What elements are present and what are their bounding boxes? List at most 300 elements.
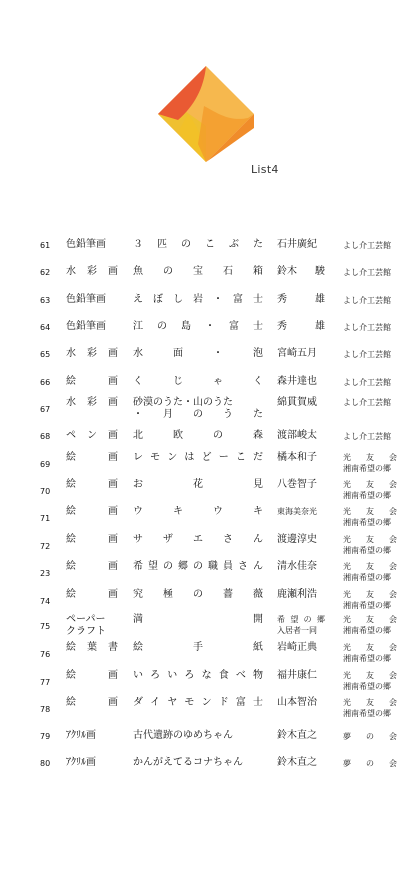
item-title-text: 石 bbox=[223, 266, 233, 277]
item-author bbox=[277, 430, 325, 442]
item-group-text: 会 bbox=[389, 643, 397, 652]
item-title-text: 開 bbox=[253, 614, 263, 625]
item-group-line bbox=[343, 625, 397, 636]
item-title-text: お bbox=[133, 479, 143, 490]
item-author bbox=[277, 730, 325, 742]
item-category-line bbox=[66, 626, 118, 638]
item-category-text: 水 bbox=[66, 348, 76, 359]
item-group-line bbox=[343, 681, 397, 692]
item-title-text: ・ bbox=[205, 321, 215, 332]
item-title-text: 士 bbox=[252, 697, 263, 708]
item-category bbox=[66, 534, 118, 546]
item-title-line bbox=[133, 506, 263, 518]
item-title bbox=[133, 266, 263, 278]
item-group-text: 光 bbox=[343, 643, 351, 652]
item-group-line bbox=[343, 295, 397, 306]
item-category bbox=[66, 670, 118, 682]
item-number: 72 bbox=[40, 542, 51, 551]
item-group-line bbox=[343, 614, 397, 625]
item-title-text: 岩 bbox=[193, 294, 203, 305]
item-author-text: 岩崎正典 bbox=[277, 642, 317, 653]
item-author-text: の bbox=[303, 615, 312, 624]
item-category bbox=[66, 294, 118, 306]
item-title-text: の bbox=[163, 561, 173, 572]
item-group-text: 湘南希望の郷 bbox=[343, 601, 391, 610]
item-author-line bbox=[277, 757, 325, 769]
item-title-line bbox=[133, 239, 263, 251]
item-author-text: 鹿瀬利浩 bbox=[277, 589, 317, 600]
item-title-text: かんがえてるコナちゃん bbox=[133, 757, 243, 768]
item-group bbox=[343, 561, 397, 583]
item-group-line bbox=[343, 377, 397, 388]
item-group-line bbox=[343, 589, 397, 600]
item-author-text: 八巻智子 bbox=[277, 479, 317, 490]
item-title-text: ウ bbox=[213, 506, 223, 517]
list-item bbox=[0, 287, 418, 314]
item-category-line bbox=[66, 348, 118, 360]
item-title-text: 手 bbox=[193, 642, 203, 653]
item-group-text: 湘南希望の郷 bbox=[343, 654, 391, 663]
item-title-text: モ bbox=[184, 697, 195, 708]
item-number: 75 bbox=[40, 622, 51, 631]
item-author-line bbox=[277, 697, 325, 709]
item-category-line bbox=[66, 239, 118, 251]
item-category-text: ペーパー bbox=[66, 614, 106, 625]
item-group-line bbox=[343, 322, 397, 333]
item-group-text: 友 bbox=[366, 453, 374, 462]
item-category-text: 絵 bbox=[66, 452, 76, 463]
item-group-line bbox=[343, 653, 397, 664]
item-author-line bbox=[277, 642, 325, 654]
item-author-line bbox=[277, 589, 325, 601]
item-title-text: キ bbox=[253, 506, 263, 517]
item-title bbox=[133, 376, 263, 388]
item-author bbox=[277, 479, 325, 491]
item-title-text: ン bbox=[201, 697, 212, 708]
item-author-text: 福井康仁 bbox=[277, 670, 317, 681]
item-title-text: ド bbox=[218, 697, 229, 708]
item-group bbox=[343, 670, 397, 692]
item-title-text: 島 bbox=[181, 321, 191, 332]
list-item bbox=[0, 723, 418, 750]
item-author bbox=[277, 589, 325, 601]
item-title-text: キ bbox=[173, 506, 183, 517]
item-title-text: え bbox=[133, 294, 143, 305]
item-group-text: 光 bbox=[343, 615, 351, 624]
item-title-text: 員 bbox=[223, 561, 233, 572]
item-group-text: 湘南希望の郷 bbox=[343, 626, 391, 635]
item-group-line bbox=[343, 506, 397, 517]
item-title-line bbox=[133, 294, 263, 306]
item-title bbox=[133, 479, 263, 491]
item-category-text: 画 bbox=[108, 430, 118, 441]
item-author-text: 渡邊淳史 bbox=[277, 534, 317, 545]
item-author-text: 雄 bbox=[315, 294, 325, 305]
item-title-text: 郷 bbox=[178, 561, 188, 572]
list-item bbox=[0, 259, 418, 286]
item-category-text: 画 bbox=[108, 452, 118, 463]
item-title bbox=[133, 430, 263, 442]
item-category-text: 水 bbox=[66, 266, 76, 277]
item-author-text: 鈴木直之 bbox=[277, 757, 317, 768]
item-title bbox=[133, 670, 263, 682]
item-author bbox=[277, 534, 325, 546]
item-group-text: 会 bbox=[389, 732, 397, 741]
item-group-text: よし介工芸館 bbox=[343, 268, 391, 277]
item-author-text: 雄 bbox=[315, 321, 325, 332]
list-item bbox=[0, 588, 418, 615]
item-title-text: 古代遺跡のゆめちゃん bbox=[133, 730, 233, 741]
item-group-text: よし介工芸館 bbox=[343, 296, 391, 305]
item-group-text: 友 bbox=[366, 590, 374, 599]
item-category-line bbox=[66, 376, 118, 388]
item-group bbox=[343, 589, 397, 611]
item-number: 78 bbox=[40, 705, 51, 714]
list-item bbox=[0, 696, 418, 723]
item-author bbox=[277, 506, 325, 518]
item-title-text: 希 bbox=[133, 561, 143, 572]
item-title-text: レ bbox=[133, 452, 143, 463]
item-number: 64 bbox=[40, 323, 51, 332]
item-title-line bbox=[133, 409, 263, 421]
item-category bbox=[66, 321, 118, 333]
item-group-line bbox=[343, 534, 397, 545]
item-category-line bbox=[66, 506, 118, 518]
item-category bbox=[66, 430, 118, 442]
item-group-text: 友 bbox=[366, 671, 374, 680]
item-group-text: よし介工芸館 bbox=[343, 241, 391, 250]
item-number: 66 bbox=[40, 378, 51, 387]
item-group-text: よし介工芸館 bbox=[343, 323, 391, 332]
item-title-text: の bbox=[181, 239, 191, 250]
item-author bbox=[277, 239, 325, 251]
item-group-text: 夢 bbox=[343, 732, 351, 741]
item-group-text: よし介工芸館 bbox=[343, 398, 391, 407]
item-author-line bbox=[277, 239, 325, 251]
item-title-text: 富 bbox=[235, 697, 246, 708]
item-category-text: 画 bbox=[108, 397, 118, 408]
item-group-line bbox=[343, 545, 397, 556]
list-item bbox=[0, 314, 418, 341]
item-title-text: の bbox=[163, 266, 173, 277]
item-title-text: じ bbox=[173, 376, 183, 387]
item-number: 69 bbox=[40, 460, 51, 469]
item-title-text: 望 bbox=[148, 561, 158, 572]
item-title-text: 薇 bbox=[253, 589, 263, 600]
item-author bbox=[277, 614, 325, 636]
item-title-line bbox=[133, 730, 263, 742]
item-title-text: さ bbox=[223, 534, 233, 545]
item-category-text: 絵 bbox=[66, 642, 76, 653]
item-title bbox=[133, 239, 263, 251]
item-category-text: 絵 bbox=[66, 479, 76, 490]
item-title-line bbox=[133, 397, 263, 409]
item-group-text: 友 bbox=[366, 535, 374, 544]
item-author-text: 山本智治 bbox=[277, 697, 317, 708]
item-category-text: 絵 bbox=[66, 670, 76, 681]
item-title-text: ウ bbox=[133, 506, 143, 517]
item-number: 63 bbox=[40, 296, 51, 305]
item-author-line bbox=[277, 430, 325, 442]
item-title-text: う bbox=[223, 409, 233, 420]
item-title-text: の bbox=[213, 430, 223, 441]
item-category-text: 彩 bbox=[87, 348, 97, 359]
item-title bbox=[133, 757, 263, 769]
item-group-text: 友 bbox=[366, 562, 374, 571]
item-title-text: の bbox=[193, 409, 203, 420]
item-group bbox=[343, 534, 397, 556]
item-number: 62 bbox=[40, 268, 51, 277]
item-category-text: 画 bbox=[108, 348, 118, 359]
item-group-text: 湘南希望の郷 bbox=[343, 573, 391, 582]
item-category bbox=[66, 589, 118, 601]
item-title-line bbox=[133, 321, 263, 333]
item-category-text: 画 bbox=[108, 561, 118, 572]
item-group-line bbox=[343, 452, 397, 463]
item-group-text: 湘南希望の郷 bbox=[343, 709, 391, 718]
item-category-line bbox=[66, 452, 118, 464]
item-category bbox=[66, 642, 118, 654]
item-title-text: べ bbox=[235, 670, 246, 681]
item-category-text: 画 bbox=[108, 589, 118, 600]
item-group-text: 会 bbox=[389, 535, 397, 544]
item-title-text: 満 bbox=[133, 614, 143, 625]
item-group bbox=[343, 642, 397, 664]
item-group-text: 会 bbox=[389, 453, 397, 462]
item-category-line bbox=[66, 670, 118, 682]
item-title-line bbox=[133, 757, 263, 769]
item-title-text: こ bbox=[205, 239, 215, 250]
item-title-text: ん bbox=[253, 534, 263, 545]
item-group-line bbox=[343, 572, 397, 583]
item-title-text: 富 bbox=[229, 321, 239, 332]
item-author-text: 秀 bbox=[277, 294, 287, 305]
item-group-text: 光 bbox=[343, 535, 351, 544]
item-category-text: 彩 bbox=[87, 266, 97, 277]
item-group-text: よし介工芸館 bbox=[343, 350, 391, 359]
item-group-text: 会 bbox=[389, 698, 397, 707]
item-title-text: ザ bbox=[163, 534, 173, 545]
item-author bbox=[277, 642, 325, 654]
item-title-text: し bbox=[173, 294, 183, 305]
item-number: 23 bbox=[40, 569, 51, 578]
item-title-text: 職 bbox=[208, 561, 218, 572]
item-title-line bbox=[133, 376, 263, 388]
item-group-line bbox=[343, 397, 397, 408]
item-group bbox=[343, 349, 397, 360]
item-category-text: ｱｸﾘﾙ画 bbox=[66, 730, 96, 741]
item-category-text: 水 bbox=[66, 397, 76, 408]
item-title-text: ど bbox=[201, 452, 212, 463]
item-author-text: 鈴木直之 bbox=[277, 730, 317, 741]
item-author bbox=[277, 266, 325, 278]
item-category-line bbox=[66, 614, 118, 626]
item-category-line bbox=[66, 430, 118, 442]
item-author-line bbox=[277, 376, 325, 388]
item-group-text: よし介工芸館 bbox=[343, 378, 391, 387]
item-group-text: 光 bbox=[343, 671, 351, 680]
item-title-text: た bbox=[253, 239, 263, 250]
item-title-line bbox=[133, 534, 263, 546]
item-title-text: 物 bbox=[252, 670, 263, 681]
item-title-line bbox=[133, 670, 263, 682]
list-item bbox=[0, 533, 418, 560]
item-author bbox=[277, 397, 325, 409]
item-group-text: 光 bbox=[343, 507, 351, 516]
item-author-text: 望 bbox=[290, 615, 299, 624]
item-group-text: 友 bbox=[366, 643, 374, 652]
item-category-text: 色鉛筆画 bbox=[66, 321, 106, 332]
item-title-text: は bbox=[184, 452, 195, 463]
list-item bbox=[0, 613, 418, 640]
item-group-text: 会 bbox=[389, 480, 397, 489]
item-category bbox=[66, 239, 118, 251]
item-author-text: 綿貫賀威 bbox=[277, 397, 317, 408]
item-group bbox=[343, 758, 397, 769]
list-item bbox=[0, 369, 418, 396]
item-category bbox=[66, 757, 118, 769]
item-title-text: 食 bbox=[218, 670, 229, 681]
item-title bbox=[133, 348, 263, 360]
item-category bbox=[66, 266, 118, 278]
item-title bbox=[133, 697, 263, 709]
item-title bbox=[133, 452, 263, 464]
item-author-text: 駿 bbox=[315, 266, 325, 277]
list-item bbox=[0, 669, 418, 696]
item-category-line bbox=[66, 589, 118, 601]
item-group-text: 光 bbox=[343, 480, 351, 489]
item-author bbox=[277, 321, 325, 333]
item-category-text: 画 bbox=[108, 506, 118, 517]
item-group bbox=[343, 506, 397, 528]
item-title-text: く bbox=[253, 376, 263, 387]
item-title bbox=[133, 642, 263, 654]
item-group bbox=[343, 397, 397, 408]
item-author-text: 渡部峻太 bbox=[277, 430, 317, 441]
item-title-text: ー bbox=[218, 452, 229, 463]
item-title bbox=[133, 589, 263, 601]
item-title-text: エ bbox=[193, 534, 203, 545]
item-group bbox=[343, 614, 397, 636]
item-title-text: い bbox=[167, 670, 178, 681]
item-group-line bbox=[343, 642, 397, 653]
item-category-text: 絵 bbox=[66, 697, 76, 708]
item-title-line bbox=[133, 697, 263, 709]
item-author-line bbox=[277, 534, 325, 546]
item-group-text: 友 bbox=[366, 507, 374, 516]
item-title-text: ヤ bbox=[167, 697, 178, 708]
item-category-line bbox=[66, 266, 118, 278]
item-category-text: ｱｸﾘﾙ画 bbox=[66, 757, 96, 768]
item-category bbox=[66, 348, 118, 360]
item-group-line bbox=[343, 731, 397, 742]
item-category bbox=[66, 614, 118, 638]
item-author-text: 宮崎五月 bbox=[277, 348, 317, 359]
item-author-text: 鈴木 bbox=[277, 266, 297, 277]
item-number: 77 bbox=[40, 678, 51, 687]
item-author-line bbox=[277, 348, 325, 360]
item-title-text: い bbox=[133, 670, 143, 681]
item-author bbox=[277, 697, 325, 709]
item-title-text: 士 bbox=[253, 294, 263, 305]
item-category-text: 画 bbox=[108, 534, 118, 545]
item-category-text: 色鉛筆画 bbox=[66, 294, 106, 305]
item-group bbox=[343, 431, 397, 442]
item-author-text: 希 bbox=[277, 615, 285, 624]
item-number: 65 bbox=[40, 350, 51, 359]
item-title-text: サ bbox=[133, 534, 143, 545]
list-item bbox=[0, 478, 418, 505]
item-title-line bbox=[133, 642, 263, 654]
item-title-text: ろ bbox=[184, 670, 195, 681]
item-author-text: 秀 bbox=[277, 321, 287, 332]
item-category-text: 画 bbox=[108, 697, 118, 708]
item-title-text: 宝 bbox=[193, 266, 203, 277]
item-title-line bbox=[133, 589, 263, 601]
item-category bbox=[66, 397, 118, 409]
item-group-line bbox=[343, 697, 397, 708]
item-group-text: 湘南希望の郷 bbox=[343, 682, 391, 691]
item-title-text: ３ bbox=[133, 239, 143, 250]
item-author-text: 石井廣紀 bbox=[277, 239, 317, 250]
list-item bbox=[0, 750, 418, 777]
item-group-text: 光 bbox=[343, 453, 351, 462]
item-group-text: 光 bbox=[343, 590, 351, 599]
item-category-text: 画 bbox=[108, 376, 118, 387]
item-title bbox=[133, 321, 263, 333]
item-title-line bbox=[133, 479, 263, 491]
item-title-text: ぶ bbox=[229, 239, 239, 250]
item-title-text: 欧 bbox=[173, 430, 183, 441]
item-category-text: 絵 bbox=[66, 376, 76, 387]
item-category bbox=[66, 697, 118, 709]
item-group-line bbox=[343, 708, 397, 719]
item-title-line bbox=[133, 452, 263, 464]
item-group bbox=[343, 295, 397, 306]
item-group bbox=[343, 479, 397, 501]
item-title-text: 魚 bbox=[133, 266, 143, 277]
item-category-line bbox=[66, 730, 118, 742]
item-number: 79 bbox=[40, 732, 51, 741]
item-group-line bbox=[343, 463, 397, 474]
item-category-text: クラフト bbox=[66, 626, 106, 637]
item-number: 74 bbox=[40, 597, 51, 606]
item-group-text: 湘南希望の郷 bbox=[343, 546, 391, 555]
item-author-text: 郷 bbox=[316, 615, 325, 624]
item-group-line bbox=[343, 561, 397, 572]
item-author-text: 清水佳奈 bbox=[277, 561, 317, 572]
item-group-text: 会 bbox=[389, 615, 397, 624]
item-title-text: 北 bbox=[133, 430, 143, 441]
item-author-line bbox=[277, 730, 325, 742]
item-category-line bbox=[66, 397, 118, 409]
item-title-text: 匹 bbox=[157, 239, 167, 250]
item-category-line bbox=[66, 561, 118, 573]
item-author-line bbox=[277, 614, 325, 625]
list-item bbox=[0, 451, 418, 478]
item-number: 71 bbox=[40, 514, 51, 523]
item-title-text: 見 bbox=[253, 479, 263, 490]
item-title bbox=[133, 561, 263, 573]
item-title-text: 月 bbox=[163, 409, 173, 420]
item-title-text: 砂漠のうた・山のうた bbox=[133, 397, 233, 408]
item-title bbox=[133, 534, 263, 546]
item-group-line bbox=[343, 758, 397, 769]
item-number: 76 bbox=[40, 650, 51, 659]
item-group-text: 会 bbox=[389, 562, 397, 571]
item-title-text: ん bbox=[253, 561, 263, 572]
list-item bbox=[0, 396, 418, 423]
